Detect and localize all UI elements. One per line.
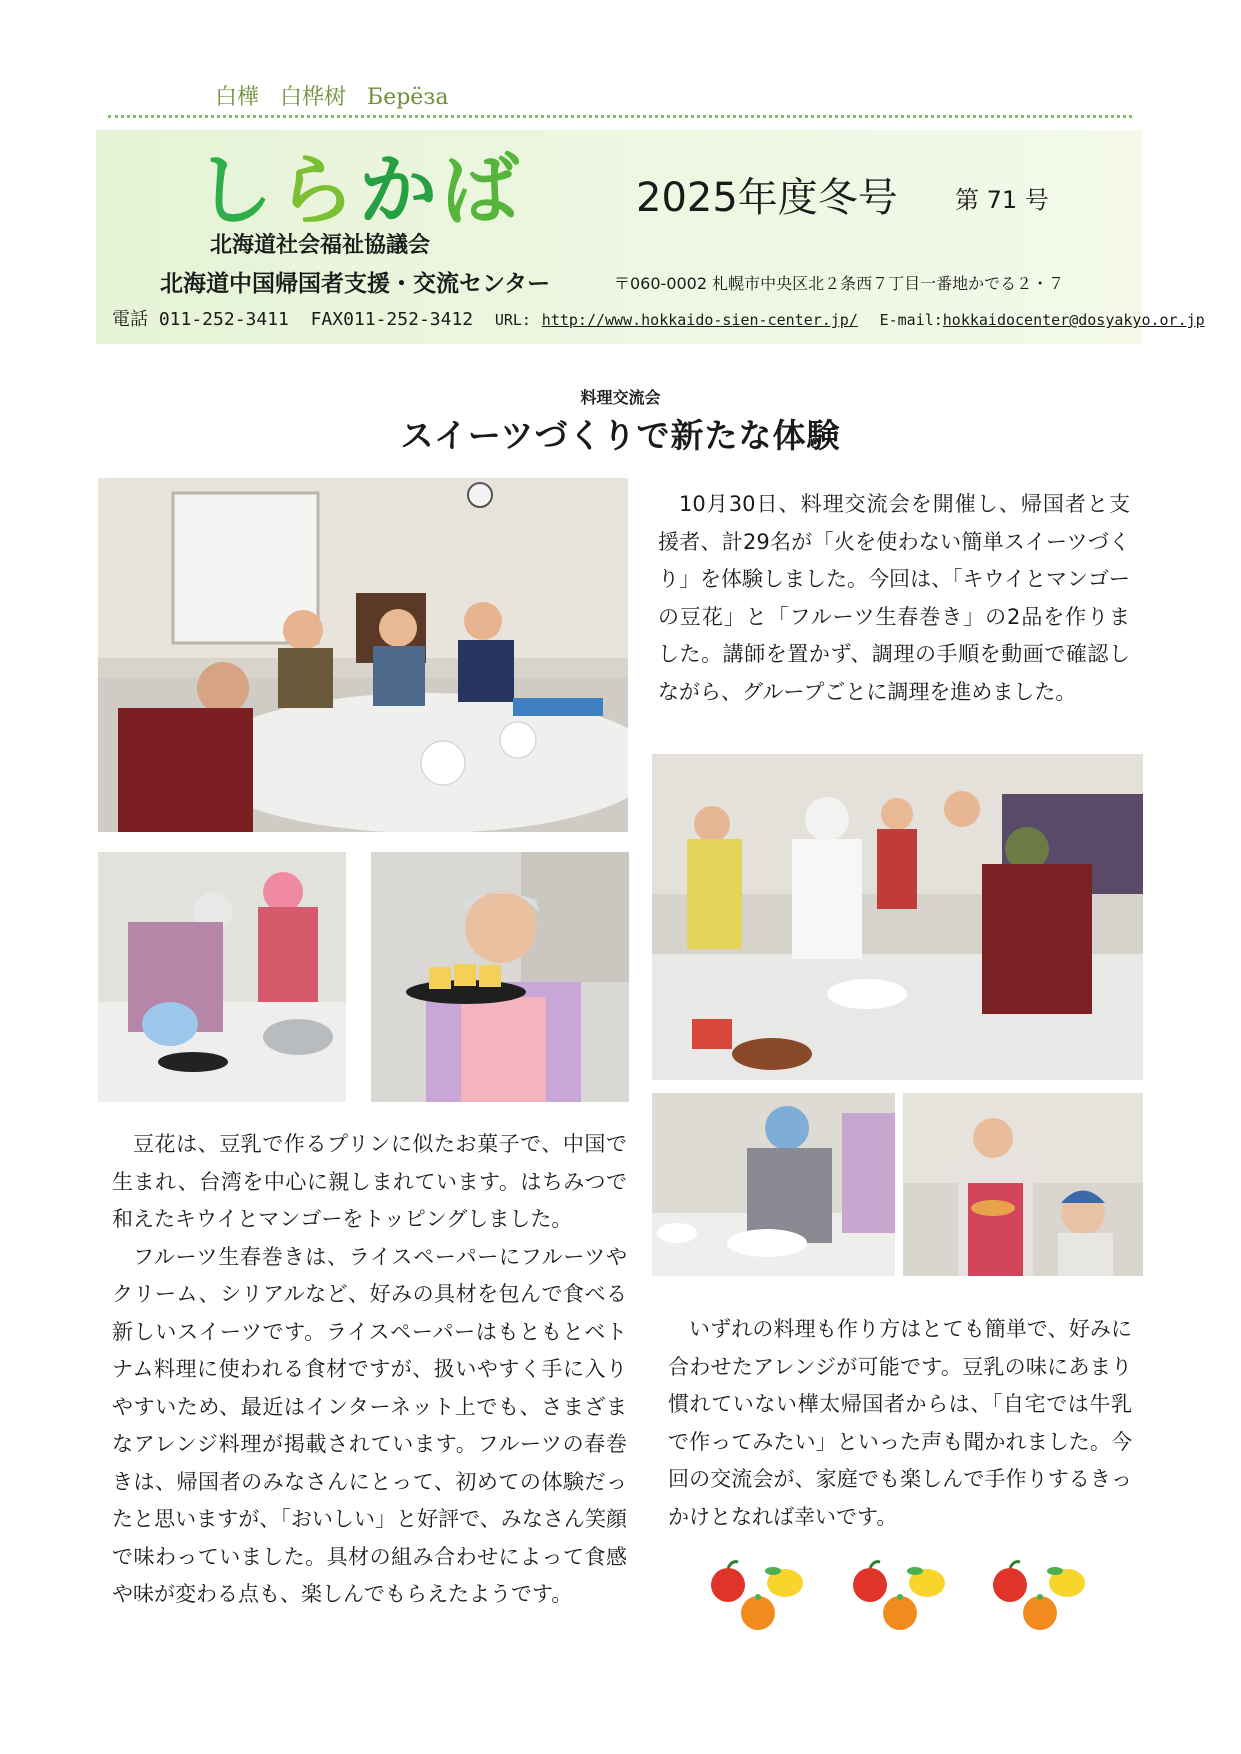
fruit-group-icon (993, 1562, 1085, 1630)
organization-name: 北海道社会福祉協議会 (210, 233, 431, 258)
contact-line (112, 305, 1205, 331)
photo-woman-with-douhua (371, 852, 629, 1102)
intro-paragraph: 10月30日、料理交流会を開催し、帰国者と支援者、計29名が「火を使わない簡単スイーツづくり」を体験しました。今回は、「キウイとマンゴーの豆花」と「フルーツ生春巻き」の2品を作りました。講師を置かず、調理の手順を動画で確認しながら、グループごとに調理を進めました。 (658, 492, 1130, 704)
fruit-decoration (703, 1555, 1123, 1633)
article-kicker: 料理交流会 (580, 388, 661, 407)
logo-char: ば (441, 146, 524, 236)
masthead-names (215, 80, 462, 111)
douhua-paragraph: 豆花は、豆乳で作るプリンに似たお菓子で、中国で生まれ、台湾を中心に親しまれています。はちみつで和えたキウイとマンゴーをトッピングしました。 (112, 1132, 627, 1231)
name-japanese: 白樺 (215, 85, 260, 110)
dotted-divider (108, 115, 1132, 118)
website-link[interactable]: http://www.hokkaido-sien-center.jp/ (541, 311, 858, 329)
spring-roll-paragraph: フルーツ生春巻きは、ライスペーパーにフルーツやクリーム、シリアルなど、好みの具材を包んで食べる新しいスイーツです。ライスペーパーはもともとベトナム料理に使われる食材ですが、扱いやすく手に入りやすいため、最近はインターネット上でも、さまざまなアレンジ料理が掲載されています。フルーツの春巻きは、帰国者のみなさんにとって、初めての体験だったと思いますが、「おいしい」と好評で、みなさん笑顔で味わっていました。具材の組み合わせによって食感や味が変わる点も、楽しんでもらえたようです。 (112, 1244, 627, 1606)
photo-rolling-spring-rolls (652, 1093, 895, 1276)
article-intro (658, 486, 1130, 711)
phone: 電話 011-252-3411 (112, 309, 289, 330)
closing-paragraph: いずれの料理も作り方はとても簡単で、好みに合わせたアレンジが可能です。豆乳の味にあまり慣れていない樺太帰国者からは、「自宅では牛乳で作ってみたい」といった声も聞かれました。今回の交流会が、家庭でも楽しんで手作りするきっかけとなれば幸いです。 (668, 1317, 1132, 1529)
email-label: E-mail: (879, 311, 943, 329)
article-body-right (668, 1311, 1132, 1536)
name-chinese: 白桦树 (280, 85, 347, 110)
logo-char: か (359, 146, 442, 236)
photo-showing-spring-roll (903, 1093, 1143, 1276)
fruit-group-icon (853, 1562, 945, 1630)
photo-preparing-douhua (98, 852, 346, 1102)
fax: FAX011-252-3412 (310, 309, 474, 330)
photo-participants-eating (98, 478, 628, 832)
url-label: URL: (494, 311, 531, 329)
logo-char: ら (277, 146, 360, 236)
photo-group-cooking (652, 754, 1143, 1080)
newsletter-logo (195, 128, 523, 240)
address: 〒060-0002 札幌市中央区北２条西７丁目一番地かでる２・７ (614, 274, 1065, 293)
issue-title: 2025年度冬号 (636, 175, 898, 221)
email-link[interactable]: hokkaidocenter@dosyakyo.or.jp (942, 311, 1205, 329)
name-russian: Берёза (367, 85, 449, 110)
issue-number: 第 71 号 (955, 186, 1049, 214)
article-headline: スイーツづくりで新たな体験 (400, 416, 841, 455)
logo-char: し (195, 146, 278, 236)
article-body-left (112, 1126, 627, 1614)
center-name: 北海道中国帰国者支援・交流センター (160, 271, 551, 297)
fruit-group-icon (711, 1562, 803, 1630)
